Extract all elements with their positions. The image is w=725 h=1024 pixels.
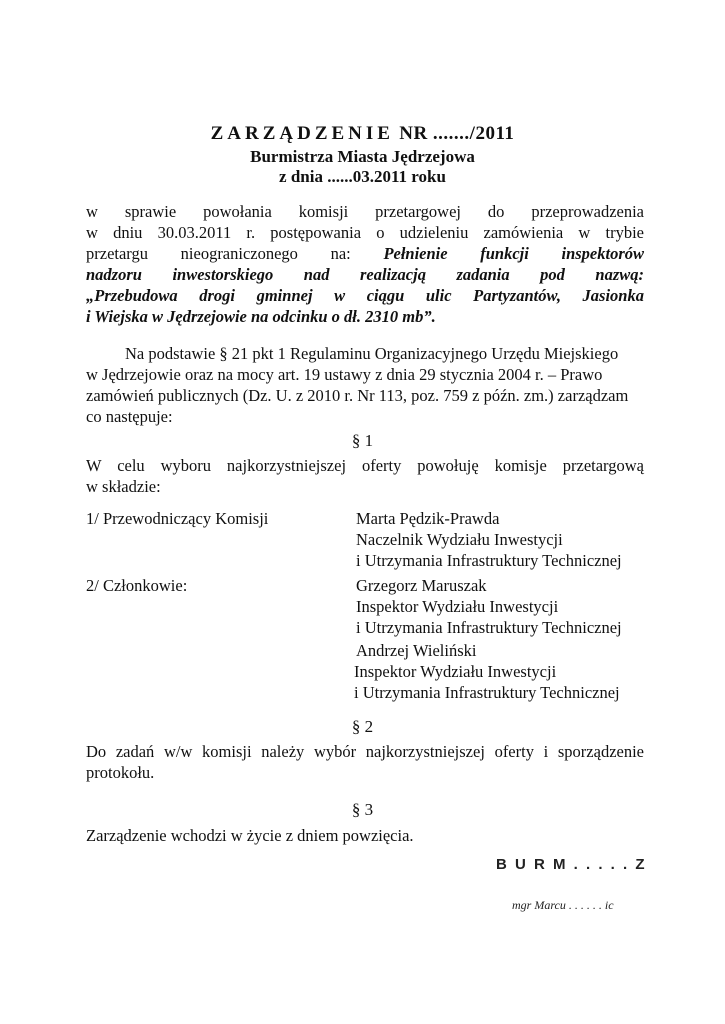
section2-line: protokołu.	[86, 763, 155, 782]
member-name: Grzegorz Maruszak	[356, 576, 487, 595]
member-role: i Utrzymania Infrastruktury Technicznej	[356, 618, 622, 637]
subject-line: „Przebudowa drogi gminnej w ciągu ulic Partyzantów, Jasionka	[86, 286, 644, 305]
subject-line: i Wiejska w Jędrzejowie na odcinku o dł. 2310 mb”.	[86, 307, 436, 326]
subject-line-italic: Pełnienie funkcji inspektorów	[383, 244, 645, 263]
chair-label: 1/ Przewodniczący Komisji	[86, 509, 269, 528]
title-number: NR ......./2011	[399, 123, 515, 144]
chair-role: Naczelnik Wydziału Inwestycji	[356, 530, 563, 549]
chair-name: Marta Pędzik-Prawda	[356, 509, 500, 528]
members-label: 2/ Członkowie:	[86, 576, 188, 595]
basis-line: zamówień publicznych (Dz. U. z 2010 r. Nr 113, poz. 759 z późn. zm.) zarządzam	[86, 386, 629, 405]
section3-line: Zarządzenie wchodzi w życie z dniem powzięcia.	[86, 826, 414, 845]
issue-date: z dnia ......03.2011 roku	[279, 167, 446, 186]
basis-line: Na podstawie § 21 pkt 1 Regulaminu Organizacyjnego Urzędu Miejskiego	[125, 344, 619, 363]
member-role: i Utrzymania Infrastruktury Technicznej	[354, 683, 620, 702]
section1-line: W celu wyboru najkorzystniejszej oferty powołuję komisje przetargową	[86, 456, 644, 475]
title-word: ZARZĄDZENIE	[210, 123, 394, 144]
subject-line: w dniu 30.03.2011 r. postępowania o udzieleniu zamówienia w trybie	[86, 223, 644, 242]
member-name: Andrzej Wieliński	[356, 641, 477, 660]
section-heading: § 2	[351, 717, 374, 736]
mayor-stamp: B U R M . . . . . Z	[496, 856, 647, 873]
subject-line	[86, 243, 644, 264]
section1-line: w składzie:	[86, 477, 161, 496]
subject-line: nadzoru inwestorskiego nad realizacją zadania pod nazwą:	[86, 265, 644, 284]
member-role: Inspektor Wydziału Inwestycji	[356, 597, 559, 616]
issuer: Burmistrza Miasta Jędrzejowa	[250, 147, 475, 166]
chair-role: i Utrzymania Infrastruktury Technicznej	[356, 551, 622, 570]
section2-line: Do zadań w/w komisji należy wybór najkorzystniejszej oferty i sporządzenie	[86, 742, 644, 761]
subject-line-plain: przetargu nieograniczonego na:	[86, 244, 351, 263]
member-role: Inspektor Wydziału Inwestycji	[354, 662, 557, 681]
section-heading: § 1	[351, 431, 374, 450]
signature-name: mgr Marcu . . . . . . ic	[512, 898, 614, 912]
section-heading: § 3	[351, 800, 374, 819]
basis-line: w Jędrzejowie oraz na mocy art. 19 ustawy z dnia 29 stycznia 2004 r. – Prawo	[86, 365, 603, 384]
subject-line: w sprawie powołania komisji przetargowej do przeprowadzenia	[86, 202, 644, 221]
basis-line: co następuje:	[86, 407, 173, 426]
document-title	[0, 123, 725, 145]
